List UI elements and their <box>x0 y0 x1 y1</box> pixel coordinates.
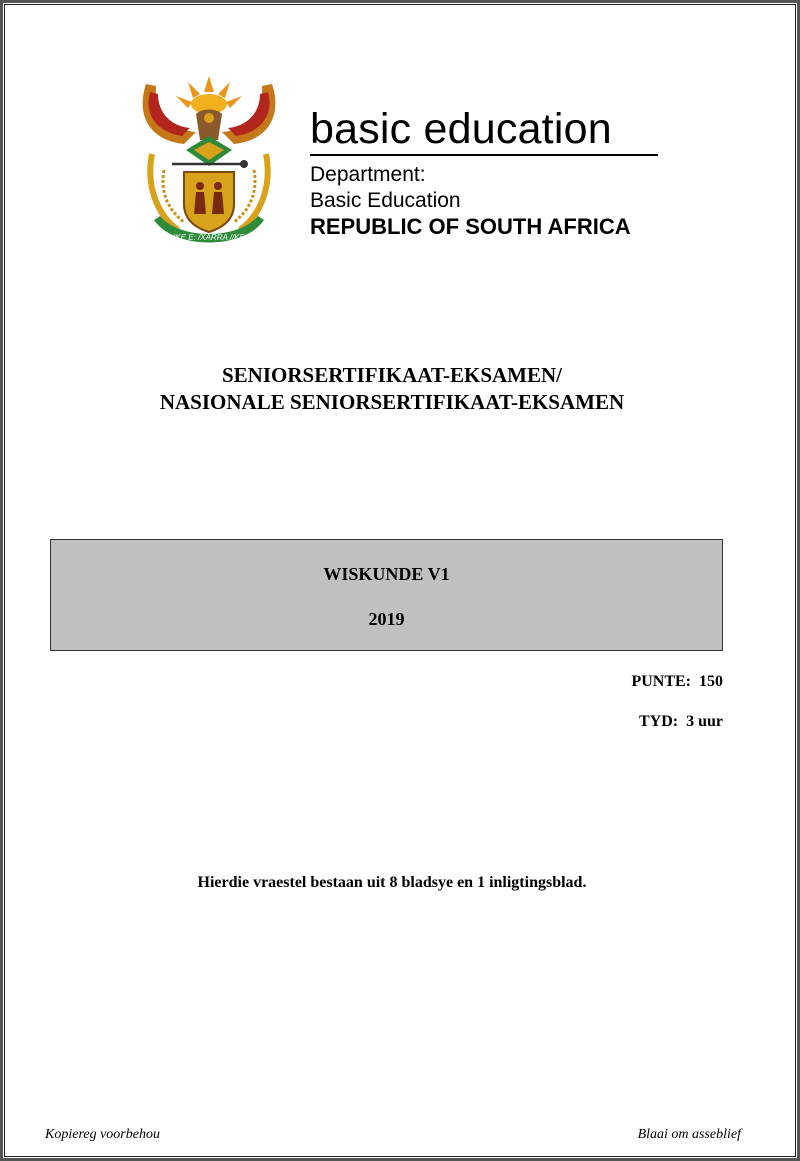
brand-divider <box>310 154 658 156</box>
exam-title-line-2: NASIONALE SENIORSERTIFIKAAT-EKSAMEN <box>159 390 625 414</box>
copyright-notice: Kopiereg voorbehou <box>45 1127 160 1142</box>
exam-title-line-1: SENIORSERTIFIKAAT-EKSAMEN/ <box>221 363 562 387</box>
department-label: Department: <box>310 163 426 186</box>
svg-text:!KE E: /XARRA //KE: !KE E: /XARRA //KE <box>173 233 245 242</box>
subject-box <box>50 539 723 651</box>
shield-icon <box>184 172 234 232</box>
exam-year: 2019 <box>368 609 405 629</box>
country-name: REPUBLIC OF SOUTH AFRICA <box>310 214 631 239</box>
total-marks: PUNTE: 150 <box>631 673 723 690</box>
turn-over-notice: Blaai om asseblief <box>637 1127 741 1142</box>
exam-title <box>0 362 784 416</box>
coat-of-arms-logo <box>138 74 280 250</box>
department-branding <box>310 104 660 240</box>
exam-duration: TYD: 3 uur <box>638 713 723 730</box>
page-count-note: Hierdie vraestel bestaan uit 8 bladsye en 1 inligtingsblad. <box>197 874 587 891</box>
sun-icon <box>176 76 242 114</box>
department-name: Basic Education <box>310 189 461 212</box>
bird-wings-icon <box>143 84 276 144</box>
subject-name: WISKUNDE V1 <box>323 564 450 584</box>
brand-name: basic education <box>310 105 612 153</box>
protea-icon <box>186 136 232 166</box>
